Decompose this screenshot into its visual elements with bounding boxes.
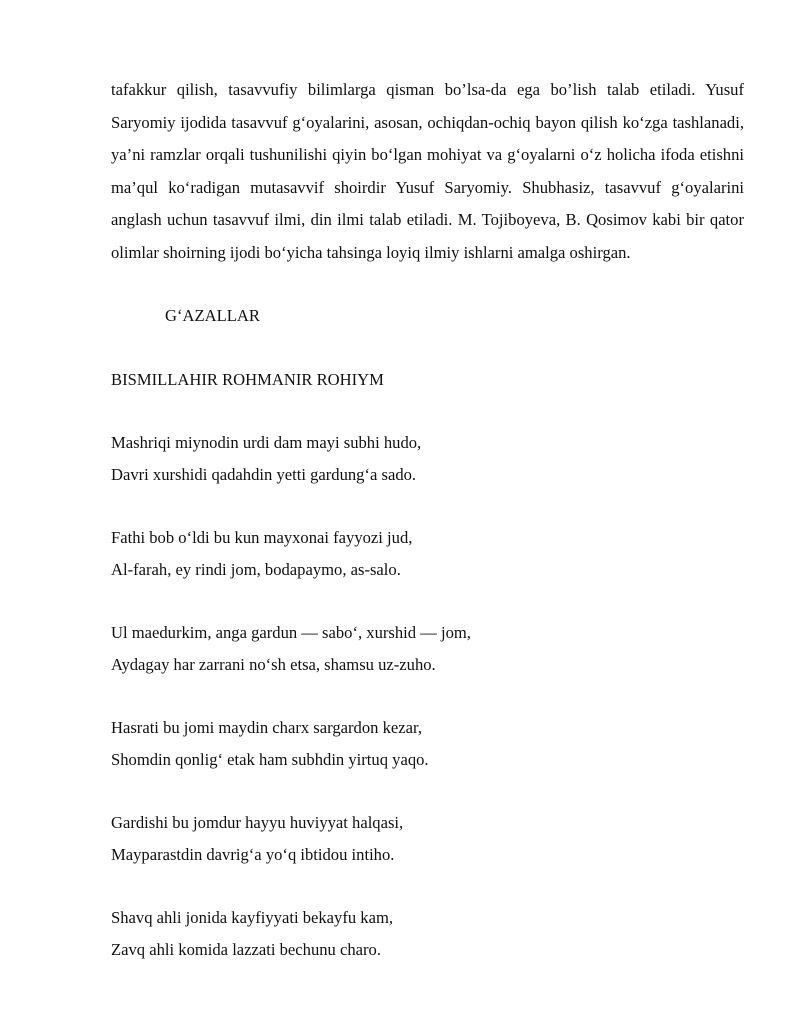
verse-line: Shavq ahli jonida kayfiyyati bekayfu kam, bbox=[111, 908, 394, 927]
verse-line: Fathi bob o‘ldi bu kun mayxonai fayyozi jud, bbox=[111, 528, 413, 547]
verse-line: Zavq ahli komida lazzati bechunu charo. bbox=[111, 940, 381, 959]
verse-line: Davri xurshidi qadahdin yetti gardung‘a sado. bbox=[111, 465, 417, 484]
verse-line: Hasrati bu jomi maydin charx sargardon kezar, bbox=[111, 718, 422, 737]
stanza-1 bbox=[111, 427, 421, 491]
verse-line: Shomdin qonlig‘ etak ham subhdin yirtuq yaqo. bbox=[111, 750, 429, 769]
verse-line: Gardishi bu jomdur hayyu huviyyat halqasi, bbox=[111, 813, 404, 832]
intro-paragraph: tafakkur qilish, tasavvufiy bilimlarga qisman bo’lsa-da ega bo’lish talab etiladi. Yusuf Saryomiy ijodida tasavvuf g‘oyalarini, asosan, ochiqdan-ochiq bayon qilish ko‘zga tashlanadi, ya’ni ramzlar orqali tushunilishi qiyin bo‘lgan mohiyat va g‘oyalarni o‘z holicha ifoda etishni ma’qul ko‘radigan mutasavvif shoirdir Yusuf Saryomiy. Shubhasiz, tasavvuf g‘oyalarini anglash uchun tasavvuf ilmi, din ilmi talab etiladi. M. Tojiboyeva, B. Qosimov kabi bir qator olimlar shoirning ijodi bo‘yicha tahsinga loyiq ilmiy ishlarni amalga oshirgan. bbox=[111, 80, 744, 262]
stanza-5 bbox=[111, 807, 403, 871]
verse-line: Mayparastdin davrig‘a yo‘q ibtidou intiho. bbox=[111, 845, 395, 864]
stanza-6 bbox=[111, 902, 393, 966]
verse-line: Al-farah, ey rindi jom, bodapaymo, as-salo. bbox=[111, 560, 401, 579]
verse-line: Mashriqi miynodin urdi dam mayi subhi hudo, bbox=[111, 433, 422, 452]
section-heading: G‘AZALLAR bbox=[165, 306, 260, 325]
stanza-4 bbox=[111, 712, 429, 776]
stanza-2 bbox=[111, 522, 412, 586]
verse-line: Ul maedurkim, anga gardun — sabo‘, xurshid — jom, bbox=[111, 623, 471, 642]
verse-line: Aydagay har zarrani no‘sh etsa, shamsu uz-zuho. bbox=[111, 655, 436, 674]
stanza-3 bbox=[111, 617, 471, 681]
poem-title: BISMILLAHIR ROHMANIR ROHIYM bbox=[111, 370, 384, 389]
